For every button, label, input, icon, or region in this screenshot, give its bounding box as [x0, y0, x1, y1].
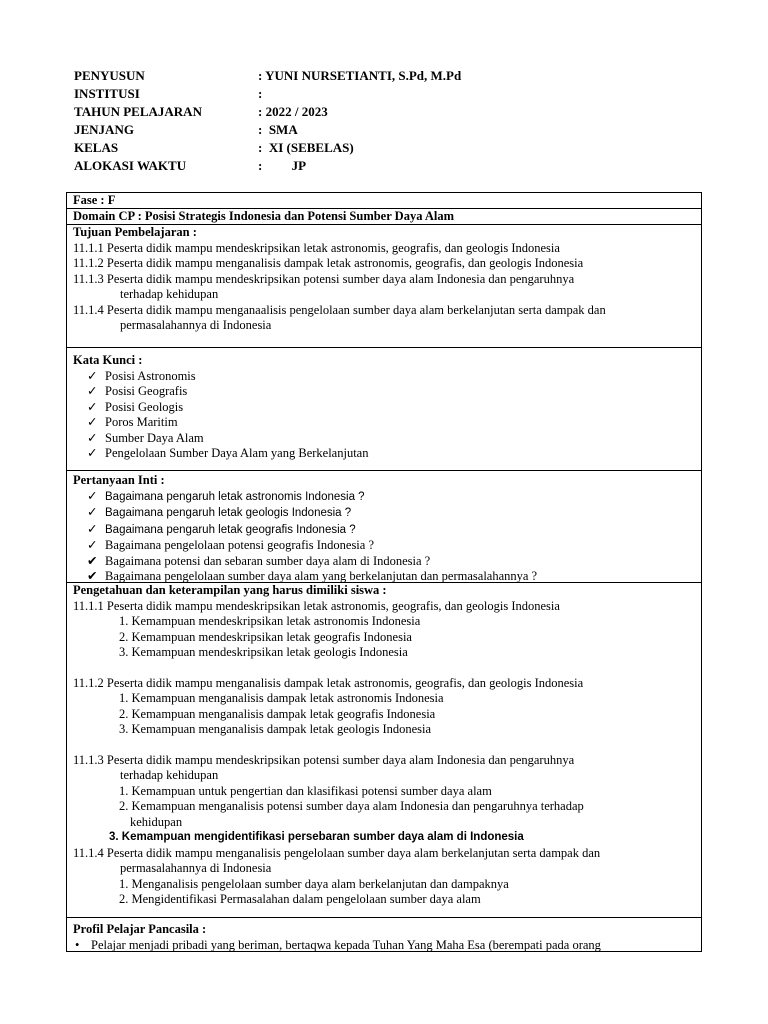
kata-kunci-title: Kata Kunci : — [73, 353, 143, 367]
pengetahuan-group: 11.1.1 Peserta didik mampu mendeskripsikan letak astronomis, geografis, dan geologis Indonesia — [73, 598, 560, 613]
pertanyaan-title: Pertanyaan Inti : — [73, 473, 165, 487]
pengetahuan-title: Pengetahuan dan keterampilan yang harus dimiliki siswa : — [73, 583, 387, 597]
header-row-kelas: KELAS : XI (SEBELAS) — [74, 140, 354, 155]
list-item: 2. Kemampuan menganalisis dampak letak geografis Indonesia — [119, 706, 436, 721]
document-header — [74, 67, 634, 175]
fase-cell — [67, 193, 701, 209]
tujuan-item: 11.1.3 Peserta didik mampu mendeskripsikan potensi sumber daya alam Indonesia dan pengaruhnya — [73, 271, 575, 286]
list-item: 1. Kemampuan menganalisis dampak letak astronomis Indonesia — [119, 691, 444, 705]
list-item: 2. Kemampuan mendeskripsikan letak geografis Indonesia — [119, 629, 412, 644]
tujuan-item: 11.1.4 Peserta didik mampu menganaalisis pengelolaan sumber daya alam berkelanjutan serta dampak dan — [73, 302, 606, 317]
list-item: • Pelajar menjadi pribadi yang beriman, bertaqwa kepada Tuhan Yang Maha Esa (berempati pada orang — [75, 937, 601, 952]
checkmark-icon: ✓ — [87, 368, 98, 383]
header-row-institusi: INSTITUSI : — [74, 86, 263, 101]
list-item: 1. Kemampuan untuk pengertian dan klasifikasi potensi sumber daya alam — [119, 783, 492, 798]
kata-kunci-cell — [67, 348, 701, 471]
profil-cell — [67, 918, 701, 952]
list-item: ✓ Posisi Geografis — [87, 384, 188, 398]
list-item: 2. Kemampuan menganalisis potensi sumber daya alam Indonesia dan pengaruhnya terhadap — [119, 799, 584, 813]
checkmark-icon: ✔ — [87, 553, 98, 568]
header-row-penyusun: PENYUSUN : YUNI NURSETIANTI, S.Pd, M.Pd — [74, 68, 462, 83]
pengetahuan-cell — [67, 583, 701, 918]
checkmark-icon: ✓ — [87, 521, 98, 536]
checkmark-icon: ✓ — [87, 446, 98, 460]
tujuan-item: 11.1.1 Peserta didik mampu mendeskripsikan letak astronomis, geografis, dan geologis Indonesia — [73, 240, 560, 255]
list-item: ✓ Bagaimana pengelolaan potensi geografis Indonesia ? — [87, 538, 375, 552]
list-item: ✓ Posisi Astronomis — [87, 368, 196, 383]
list-item: ✔ Bagaimana potensi dan sebaran sumber daya alam di Indonesia ? — [87, 553, 431, 568]
list-item: ✓ Bagaimana pengaruh letak astronomis Indonesia ? — [87, 488, 365, 503]
list-item: ✓ Bagaimana pengaruh letak geologis Indonesia ? — [87, 505, 352, 519]
list-item: ✓ Poros Maritim — [87, 415, 178, 429]
checkmark-icon: ✓ — [87, 415, 98, 429]
fase-text: Fase : F — [73, 193, 116, 207]
checkmark-icon: ✔ — [87, 569, 98, 583]
list-item: ✔ Bagaimana pengelolaan sumber daya alam yang berkelanjutan dan permasalahannya ? — [87, 569, 538, 583]
checkmark-icon: ✓ — [87, 399, 98, 414]
bullet-icon: • — [75, 937, 80, 952]
list-item: 3. Kemampuan menganalisis dampak letak geologis Indonesia — [119, 722, 432, 736]
header-row-jenjang: JENJANG : SMA — [74, 122, 298, 137]
domain-cp-text: Domain CP : Posisi Strategis Indonesia dan Potensi Sumber Daya Alam — [73, 209, 455, 223]
checkmark-icon: ✓ — [87, 538, 98, 552]
list-item: ✓ Posisi Geologis — [87, 399, 184, 414]
checkmark-icon: ✓ — [87, 505, 98, 519]
spacer — [73, 738, 695, 753]
tujuan-item: 11.1.2 Peserta didik mampu menganalisis dampak letak astronomis, geografis, dan geologis Indonesia — [73, 256, 584, 270]
list-item: ✓ Sumber Daya Alam — [87, 430, 204, 445]
module-table — [66, 192, 702, 952]
tujuan-title: Tujuan Pembelajaran : — [73, 225, 197, 239]
list-item: 3. Kemampuan mendeskripsikan letak geologis Indonesia — [119, 645, 408, 659]
domain-cp-cell — [67, 209, 701, 225]
list-item: ✓ Pengelolaan Sumber Daya Alam yang Berkelanjutan — [87, 446, 369, 460]
checkmark-icon: ✓ — [87, 430, 98, 445]
list-item: ✓ Bagaimana pengaruh letak geografis Indonesia ? — [87, 521, 356, 536]
pengetahuan-group-cont: terhadap kehidupan — [120, 768, 219, 782]
checkmark-icon: ✓ — [87, 384, 98, 398]
pengetahuan-group: 11.1.2 Peserta didik mampu menganalisis dampak letak astronomis, geografis, dan geologis Indonesia — [73, 675, 584, 690]
header-row-alokasi: ALOKASI WAKTU : JP — [74, 158, 307, 173]
tujuan-item-cont: terhadap kehidupan — [120, 287, 219, 301]
tujuan-item-cont: permasalahannya di Indonesia — [120, 318, 272, 332]
checkmark-icon: ✓ — [87, 488, 98, 503]
list-item: 2. Mengidentifikasi Permasalahan dalam pengelolaan sumber daya alam — [119, 892, 481, 906]
header-row-tahun: TAHUN PELAJARAN : 2022 / 2023 — [74, 104, 328, 119]
spacer — [73, 661, 695, 676]
list-item: 1. Menganalisis pengelolaan sumber daya alam berkelanjutan dan dampaknya — [119, 876, 509, 891]
profil-title: Profil Pelajar Pancasila : — [73, 922, 207, 936]
pengetahuan-group: 11.1.3 Peserta didik mampu mendeskripsikan potensi sumber daya alam Indonesia dan pengaruhnya — [73, 752, 575, 767]
tujuan-cell — [67, 225, 701, 348]
list-item: 1. Kemampuan mendeskripsikan letak astronomis Indonesia — [119, 614, 421, 628]
pengetahuan-group: 11.1.4 Peserta didik mampu menganalisis pengelolaan sumber daya alam berkelanjutan serta dampak dan — [73, 845, 601, 860]
list-item-cont: kehidupan — [130, 814, 183, 829]
pengetahuan-group-cont: permasalahannya di Indonesia — [120, 861, 272, 875]
pertanyaan-cell — [67, 471, 701, 583]
list-item: 3. Kemampuan mengidentifikasi persebaran sumber daya alam di Indonesia — [109, 831, 524, 843]
